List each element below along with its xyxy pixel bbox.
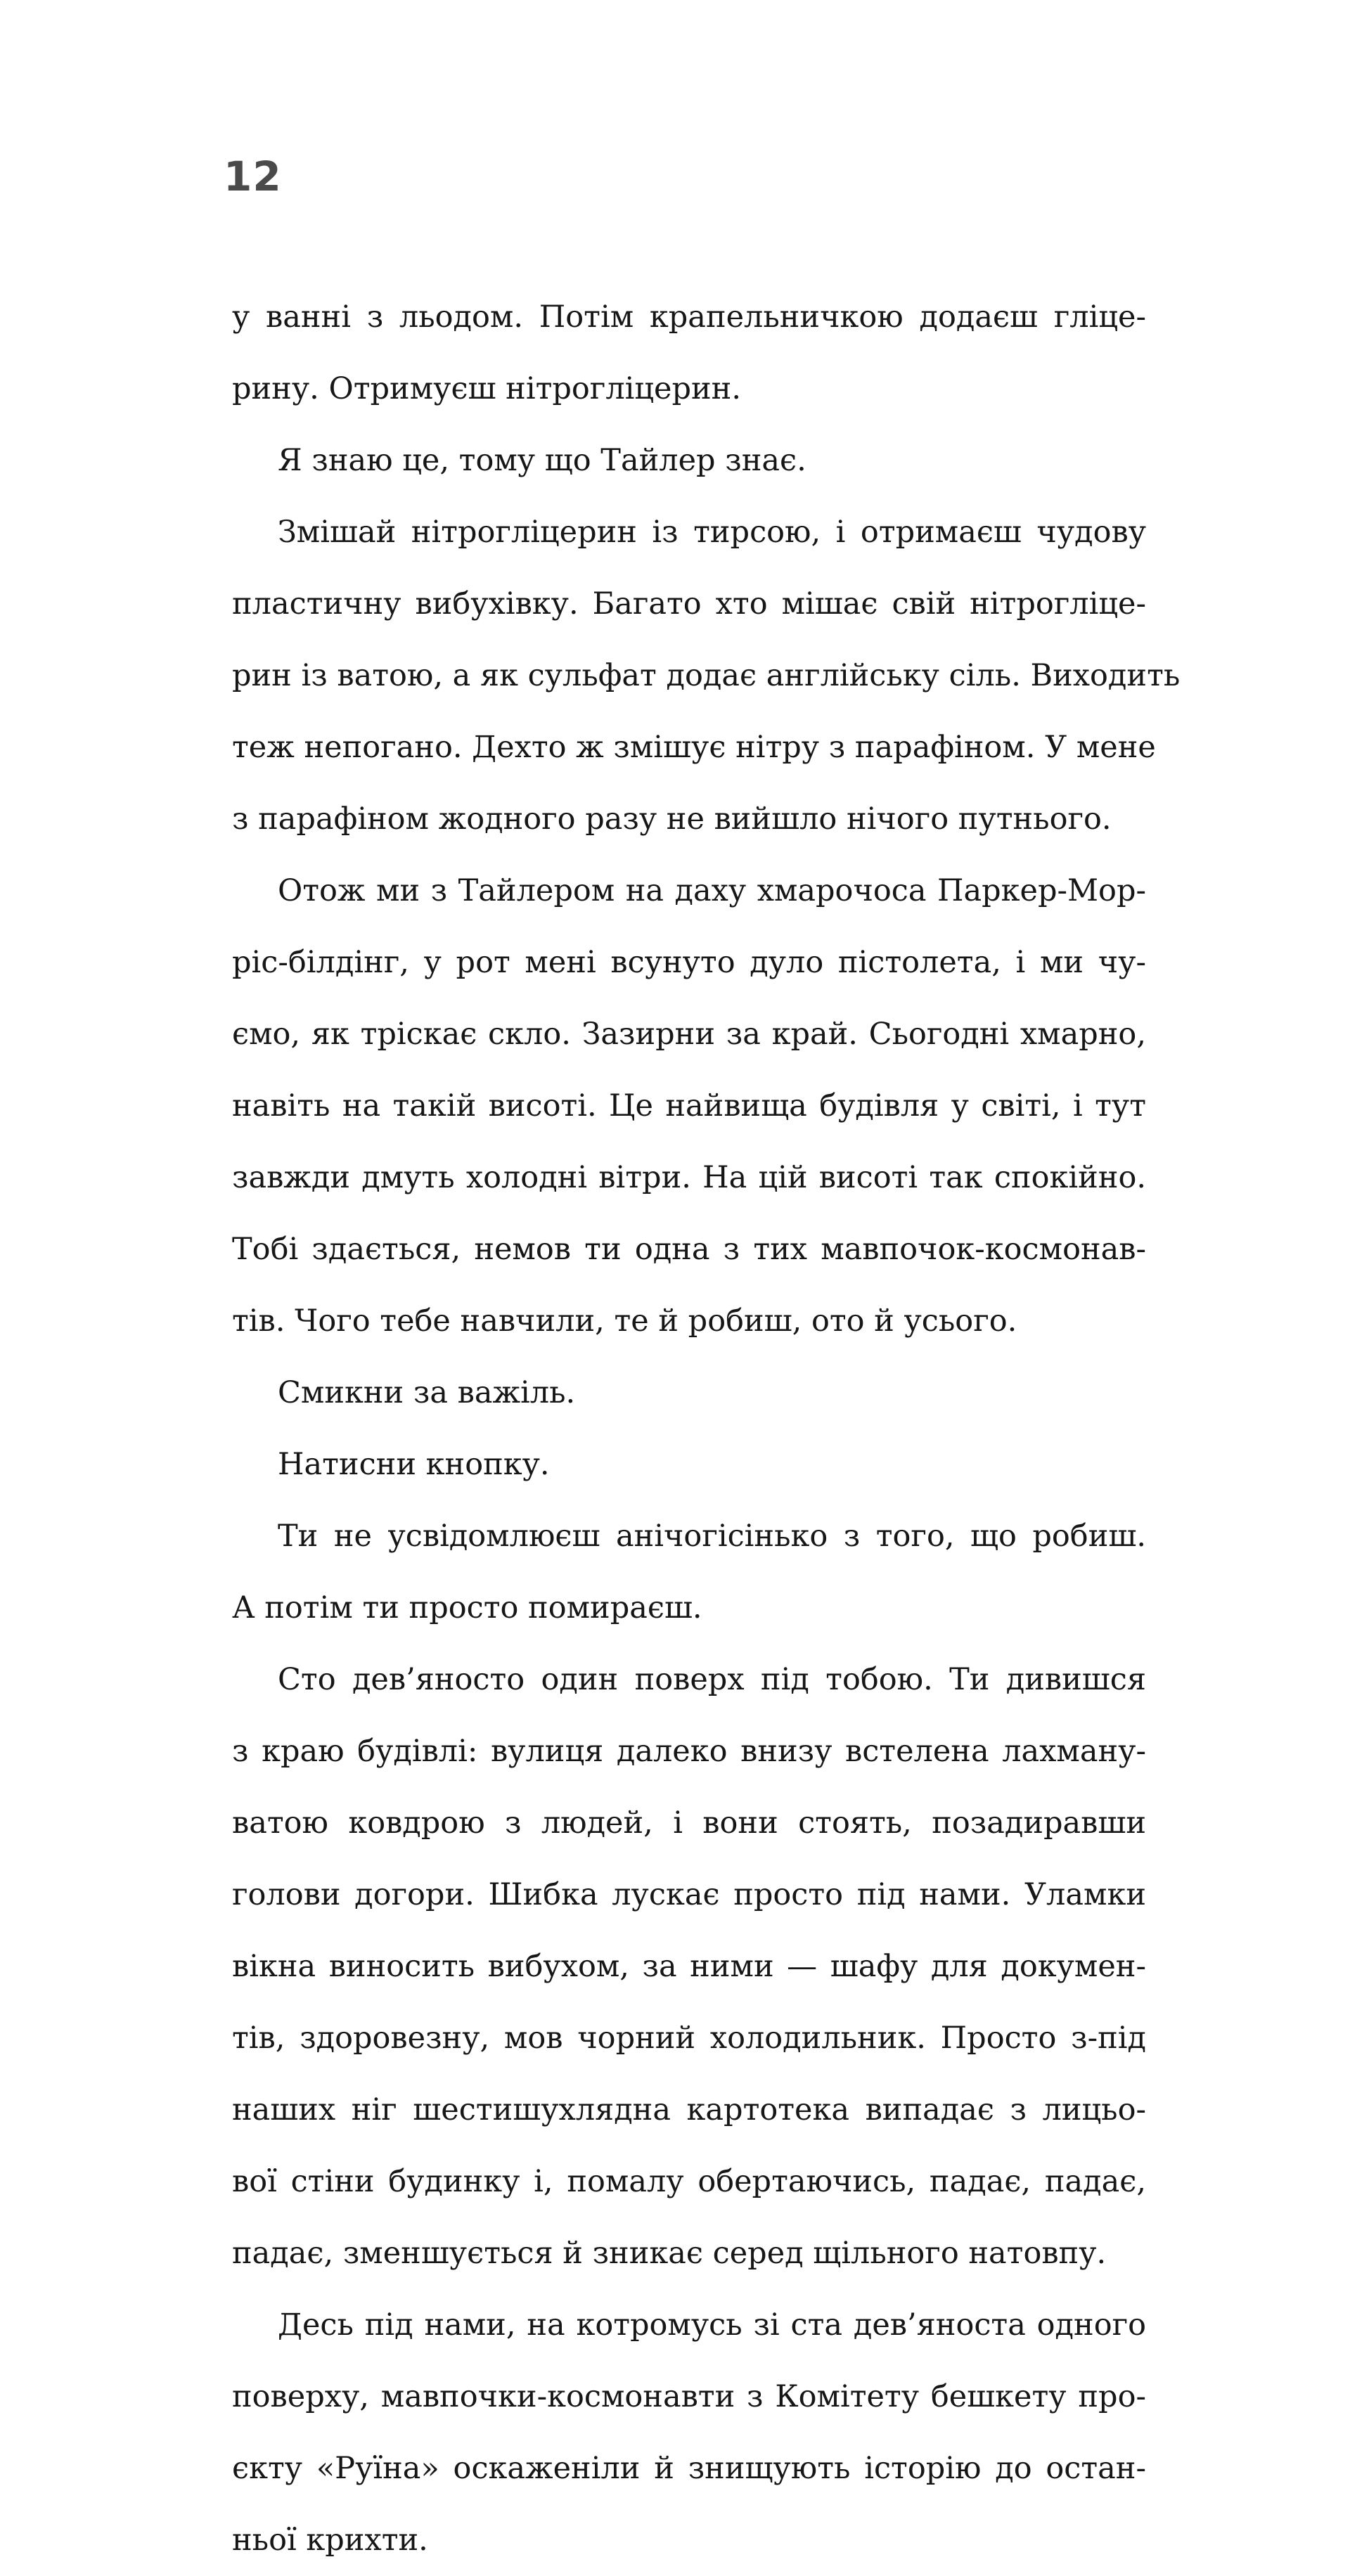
page-number: 12 <box>224 153 282 200</box>
text-line: з краю будівлі: вулиця далеко внизу встелена лахману- <box>232 1734 1146 1769</box>
text-line: Смикни за важіль. <box>278 1375 576 1410</box>
text-line: єкту «Руїна» оскаженіли й знищують історію до остан- <box>232 2451 1146 2486</box>
text-line: голови догори. Шибка лускає просто під нами. Уламки <box>232 1877 1146 1912</box>
text-line: тів, здоровезну, мов чорний холодильник. Просто з-під <box>232 2021 1146 2056</box>
text-line: Сто дев’яносто один поверх під тобою. Ти дивишся <box>278 1662 1146 1697</box>
text-line: наших ніг шестишухлядна картотека випадає з лицьо- <box>232 2092 1146 2127</box>
text-line: у ванні з льодом. Потім крапельничкою додаєш гліце- <box>232 300 1146 335</box>
text-line: ньої крихти. <box>232 2523 428 2558</box>
text-line: Натисни кнопку. <box>278 1447 550 1482</box>
text-line: Я знаю це, тому що Тайлер знає. <box>278 443 806 478</box>
text-line: теж непогано. Дехто ж змішує нітру з парафіном. У мене <box>232 730 1156 765</box>
text-line: рин із ватою, а як сульфат додає англійську сіль. Виходить <box>232 658 1181 693</box>
text-line: поверху, мавпочки-космонавти з Комітету бешкету про- <box>232 2379 1146 2414</box>
text-line: вікна виносить вибухом, за ними — шафу для докумен- <box>232 1949 1146 1984</box>
text-line: навіть на такій висоті. Це найвища будівля у світі, і тут <box>232 1088 1146 1123</box>
text-line: рину. Отримуєш нітрогліцерин. <box>232 371 742 406</box>
text-line: Змішай нітрогліцерин із тирсою, і отримаєш чудову <box>278 515 1146 550</box>
text-line: завжди дмуть холодні вітри. На цій висоті так спокійно. <box>232 1160 1146 1195</box>
text-line: Тобі здається, немов ти одна з тих мавпочок-космонав- <box>232 1232 1146 1267</box>
text-line: вої стіни будинку і, помалу обертаючись, падає, падає, <box>232 2164 1146 2199</box>
text-line: тів. Чого тебе навчили, те й робиш, ото й усього. <box>232 1303 1017 1339</box>
body-text <box>232 281 1181 2576</box>
text-line: пластичну вибухівку. Багато хто мішає свій нітрогліце- <box>232 586 1146 622</box>
text-line: з парафіном жодного разу не вийшло нічого путнього. <box>232 801 1112 837</box>
text-line: Десь під нами, на котромусь зі ста дев’яноста одного <box>278 2307 1146 2343</box>
text-line: ріс-білдінг, у рот мені всунуто дуло пістолета, і ми чу- <box>232 945 1146 980</box>
text-line: Ти не усвідомлюєш анічогісінько з того, що робиш. <box>278 1519 1146 1554</box>
text-line: ємо, як тріскає скло. Зазирни за край. Сьогодні хмарно, <box>232 1017 1146 1052</box>
text-line: падає, зменшується й зникає серед щільного натовпу. <box>232 2236 1107 2271</box>
text-line: А потім ти просто помираєш. <box>232 1590 702 1625</box>
text-line: Отож ми з Тайлером на даху хмарочоса Паркер-Мор- <box>278 873 1146 908</box>
text-line: ватою ковдрою з людей, і вони стоять, позадиравши <box>232 1805 1146 1841</box>
